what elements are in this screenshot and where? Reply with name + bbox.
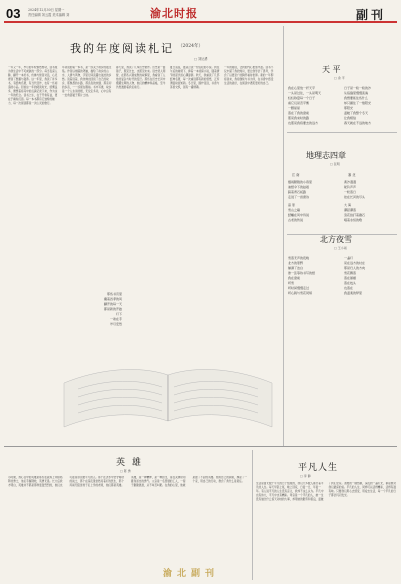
inset-poem-line: 藏着四季的风 [103,297,122,301]
poem2-left [288,180,340,223]
poem-line: 我温柔的梦里 [344,291,363,295]
poem-line: 一头是过往，一头是明天 [288,91,322,95]
date-line: 2024年12月30日 星期一 [28,8,65,12]
poem2-title: 地理志四章 [306,151,346,160]
poem3-author: □ 王小雨 [334,246,347,250]
poem-line: 经幡在风中诉说 [288,213,310,217]
poem-line: 雪花飘落 [344,271,357,275]
poem-line: 雪山之巅 [288,208,301,212]
inset-poem-line: 岁月安然 [109,322,122,326]
inset-poem-line: 翻开的每一天 [103,302,122,306]
poem-line: 听时间慢慢走过 [288,286,310,290]
inset-poem-line: 那些书页里 [106,292,122,296]
poem1-title: 天 平 [322,65,341,74]
poem-line: 我在心里放一杆天平 [288,86,316,90]
poem-line: 春天就在不远的地方 [344,121,372,125]
article-col-5: 一年的阅读，让我的内心更加丰盈。读书不仅丰富了我的知识，更让我学会了思考，学会了以更宽广的胸怀看待世界。新的一年即将到来，我将继续与书为伴，在书香中感受生活的美好，在阅读中遇见更好的自己。 [224,66,274,85]
poem-line: 听雪 [288,281,295,285]
poem-line: 从指缝里慢慢流淌 [344,91,369,95]
poem-line: 我在窗前 [288,276,301,280]
poem-line: 铺满了洁白 [288,266,304,270]
poem-line: 挂在长河的尽头 [344,195,366,199]
article-col-1: 一年又一年，岁月的年轮悄然转动，读书成为我生活中不可或缺的一部分。每当夜深人静，翻开一本好书，仿佛与智者对话，心灵得到了慰藉与滋养。这一年里，我读了许多书，有经典名著，有当代佳作，也有一些闲适的小品。回首这一年的阅读时光，感慨良多，便想着将其中的点滴记录下来，作为这一年的纪念。读书之乐，在于开卷有益，更在于掩卷沉思。每一本书都有它独特的魅力，每一次阅读都是一次心灵的旅行。 [8,66,58,105]
poem-line: 浪花拍打着礁石 [344,213,366,217]
essay1-author: □ 陈 勇 [120,469,131,473]
poem-line: 雪落无声的夜晚 [288,256,310,260]
footer-logo: 渝北副刊 [160,566,222,579]
article-title-note: （2024年） [178,44,203,49]
column-divider [252,450,253,580]
poem-line: 日子是一粒一粒的沙 [344,86,372,90]
poem-line: 也落在 [344,286,354,290]
poem-line: 那阳光 [344,106,354,110]
poem-line: 却只握住了一缕阳光 [344,101,372,105]
essay2-title: 平凡人生 [298,463,339,473]
poem-line: 烟雨朦胧的小巷里 [288,180,313,184]
essay1-text: 小时候，我心目中的英雄是那些在战场上冲锋陷阵的勇士，他们手握钢枪，英勇无畏。长大后我才明白，英雄并不都是那样轰轰烈烈的，他们也可能是身边最平凡的人。那个在洪水中坚守堤坝的战士，那个在深夜里依然亮着灯的医生，那个风雨无阻送孩子们上学的老师，他们都是英雄。英雄，是一种精神，是一种担当，是在关键时刻挺身而出的勇气。父亲是一名普通的工人，一辈子勤勤恳恳，从不叫苦叫累。在我的心里，他就是最了不起的英雄。他用自己的肩膀，撑起了一个家，用自己的行动，教会了我什么是责任。 [8,476,247,487]
open-book-illustration [58,355,278,435]
inset-poem [72,292,122,327]
poem3-left [288,256,340,296]
poem3-title: 北方夜雪 [320,235,352,244]
poem1-left [288,86,340,126]
essay2-text: 生活是由无数个平凡的日子组成的，我们大多数人都过着平凡的人生。每天早起上班，晚上回家，日复一日，年复一年。有人说平凡的人生没有意义，我却不这么认为。平凡中也有伟大，平凡中也有精彩。母亲是一个平凡的人，她一生没有做过什么惊天动地的大事，却用她的勤劳和善良，温暖了我们全家。清晨的一碗热粥，深夜的一盏灯光，都是她对我们最深的爱。平凡的人生，同样可以活得精彩，活得有滋有味。只要我们用心去感受，用爱去生活，每一个平凡的日子都会闪闪发光。 [256,482,396,501]
poem-line: 听心跳与雪花同频 [288,291,313,295]
poem2-sub1: 江 南 [292,173,300,177]
poem1-right [344,86,396,126]
article-col-4: 夏日炎炎，最适合读一些轻松的小说。我在午后的树荫下，捧着一本侦探小说，随着情节的起伏而心潮澎湃。秋天，我重读了几部经典名著，每一次重读都有新的感悟，正所谓温故而知新。冬日里，围炉夜读，书香与茶香交织，别有一番情趣。 [170,66,220,89]
essay2-author: □ 李 静 [300,474,311,478]
paper-name: 渝北时报 [150,7,198,20]
poem1-author: □ 余 平 [334,76,345,80]
poem-line: 轻轻称量每一个日子 [288,96,316,100]
poem-line: 落在了我的窗前 [288,111,310,115]
poem-line: 踩着青石板路 [288,190,307,194]
poem-line: 让我相信 [344,116,357,120]
poem2-sub2: 塞 北 [348,173,356,177]
poem-line: 那是归人的方向 [344,266,366,270]
header-rule [4,21,397,23]
section-name: 副刊 [356,8,387,22]
inset-poem-line: 灯下 [115,312,122,316]
poem-line: 高 原 [288,203,295,207]
bottom-section-rule [4,446,397,447]
article-col-3: 春天里，我读了几本历史著作。历史是一面镜子，照见过去，也照见未来。读史使人明智，在那些兴衰成败的故事里，我看到了人性的复杂与时代的变迁。那些在历史长河中熠熠生辉的人物，他们的精神和品格，至今仍然激励着我们前行。 [116,66,166,89]
page-number: 03 [6,6,21,21]
article-col-2: 年初读的第一本书，是一部关于故乡的散文集。作者以细腻的笔触，描绘了故乡的山水、人情与风物，字里行间流露出浓浓的乡愁。读着读着，我仿佛也回到了自己的故乡，那熟悉的小路、那袅袅的炊烟、那亲切的乡音，一一浮现在眼前。书中写道，故乡是一个人永远的根，无论走多远，心中总有一处角落属于那片土地。 [62,66,112,97]
poem-line: 我想要抓住些什么 [344,96,369,100]
poem2-author: □ 张明 [330,162,340,166]
poem-line: 也照亮我将要去的远方 [288,121,319,125]
poem-line: 油纸伞下的姑娘 [288,185,310,189]
inset-poem-line: 都是新的开始 [103,307,122,311]
article-title: 我的年度阅读札记 [70,42,174,55]
poem-line: 像一张等待书写的纸 [288,271,316,275]
inset-poem-line: 一卷在手 [109,317,122,321]
poem-line: 唱着永恒的歌 [344,218,363,222]
poem-line: 一盏灯 [344,256,354,260]
poem-line: 黄沙漫漫 [344,180,357,184]
poem-line: 一颗星星 [288,106,301,110]
poem-line: 落在屋檐 [344,276,357,280]
section-rule [287,132,397,133]
poem-line: 亮在远方的村庄 [344,261,366,265]
poem-line: 一轮落日 [344,190,357,194]
poem-line: 落在枝头 [344,281,357,285]
column-divider [283,26,284,446]
poem-line: 驼铃声声 [344,185,357,189]
article-author: □ 刘运勇 [194,57,208,61]
poem-line: 大 海 [344,203,351,207]
editor-line: 责任编辑 刘云霞 美术编辑 刘 [28,13,70,17]
poem-line: 北方的原野 [288,261,304,265]
poem3-right [344,256,396,296]
poem-line: 古老的传说 [288,218,304,222]
poem-line: 温暖了我整个冬天 [344,111,369,115]
poem2-right [344,180,396,223]
poem-line: 潮起潮落 [344,208,357,212]
essay1-title: 英 雄 [116,458,143,468]
poem-line: 照亮我来时的路 [288,116,310,120]
poem-line: 看它们是否平衡 [288,101,310,105]
poem-line: 走进了一首唐诗 [288,195,310,199]
